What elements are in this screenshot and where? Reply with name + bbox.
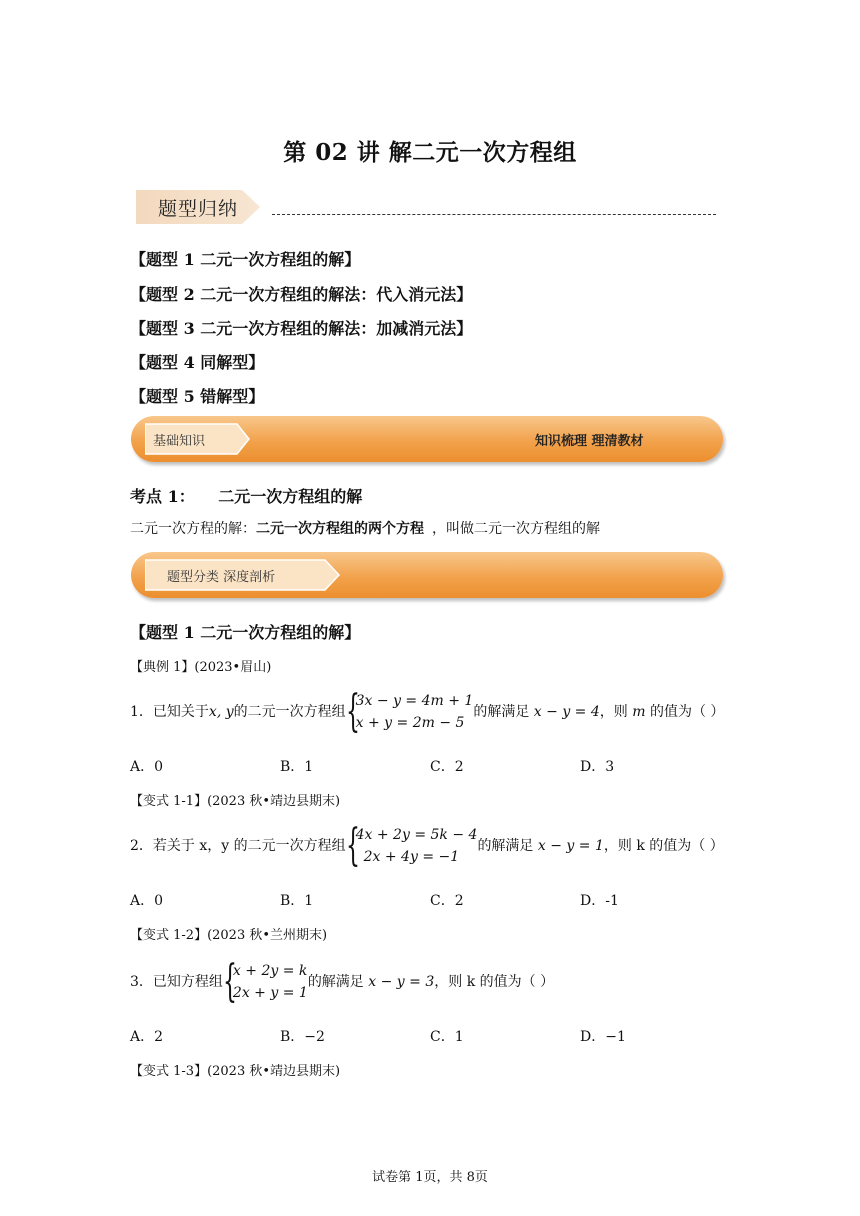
summary-tag-label: 题型归纳 bbox=[158, 198, 239, 220]
option-c[interactable]: C．2 bbox=[430, 759, 464, 775]
option-d[interactable]: D．−1 bbox=[580, 1029, 626, 1045]
example-label: 【变式 1-1】(2023 秋•靖边县期末) bbox=[130, 794, 341, 809]
kaodian-label: 考点 1： bbox=[130, 487, 195, 506]
section-bar-types bbox=[131, 552, 723, 598]
bar-right-label: 知识梳理 理清教材 bbox=[535, 434, 644, 449]
condition: x − y = 4 bbox=[533, 704, 600, 720]
definition-suffix: ，叫做二元一次方程组的解 bbox=[432, 521, 600, 537]
question-text: 的值为（ ） bbox=[649, 704, 725, 720]
category-item: 【题型 5 错解型】 bbox=[130, 387, 265, 406]
condition: x − y = 3 bbox=[368, 974, 435, 990]
question-2 bbox=[130, 820, 724, 871]
option-b[interactable]: B．1 bbox=[280, 759, 314, 775]
kaodian-title: 二元一次方程组的解 bbox=[218, 487, 363, 506]
section-heading: 【题型 1 二元一次方程组的解】 bbox=[130, 623, 361, 642]
question-text: 3．已知方程组 bbox=[130, 974, 223, 990]
option-c[interactable]: C．2 bbox=[430, 893, 464, 909]
equation-1: 4x + 2y = 5k − 4 bbox=[355, 827, 478, 843]
equation-1: 3x − y = 4m + 1 bbox=[355, 693, 474, 709]
example-label: 【典例 1】(2023•眉山) bbox=[130, 660, 272, 675]
example-label: 【变式 1-3】(2023 秋•靖边县期末) bbox=[130, 1064, 341, 1079]
option-a[interactable]: A．2 bbox=[130, 1029, 164, 1045]
bar-tab-label: 题型分类 深度剖析 bbox=[167, 570, 276, 585]
example-label: 【变式 1-2】(2023 秋•兰州期末) bbox=[130, 928, 328, 943]
question-text: 1．已知关于 bbox=[130, 704, 209, 720]
equation-2: 2x + y = 1 bbox=[232, 985, 308, 1001]
question-text: ，则 bbox=[599, 704, 628, 720]
kaodian-heading bbox=[130, 484, 362, 507]
category-item: 【题型 3 二元一次方程组的解法：加减消元法】 bbox=[130, 319, 473, 338]
math-var: m bbox=[632, 704, 646, 720]
question-text: ，则 k 的值为（ ） bbox=[603, 838, 724, 854]
definition-text bbox=[130, 518, 600, 538]
equation-2: 2x + 4y = −1 bbox=[363, 849, 460, 865]
definition-prefix: 二元一次方程的解： bbox=[130, 521, 256, 537]
equation-1: x + 2y = k bbox=[232, 963, 308, 979]
dashed-divider bbox=[272, 214, 716, 215]
option-a[interactable]: A．0 bbox=[130, 893, 164, 909]
question-text: ，则 k 的值为（ ） bbox=[434, 974, 555, 990]
question-text: 的解满足 bbox=[473, 704, 530, 720]
category-item: 【题型 2 二元一次方程组的解法：代入消元法】 bbox=[130, 285, 473, 304]
math-vars: x, y bbox=[208, 704, 234, 720]
question-3 bbox=[130, 956, 555, 1007]
question-text: 2．若关于 x，y 的二元一次方程组 bbox=[130, 838, 346, 854]
equation-system: { x + 2y = k 2x + y = 1 bbox=[222, 956, 308, 1007]
condition: x − y = 1 bbox=[537, 838, 604, 854]
question-text: 的二元一次方程组 bbox=[233, 704, 346, 720]
bar-tab-label: 基础知识 bbox=[153, 434, 206, 449]
option-d[interactable]: D．3 bbox=[580, 759, 615, 775]
option-a[interactable]: A．0 bbox=[130, 759, 164, 775]
question-text: 的解满足 bbox=[307, 974, 364, 990]
equation-system: { 3x − y = 4m + 1 x + y = 2m − 5 bbox=[345, 686, 474, 737]
page-title: 第 02 讲 解二元一次方程组 bbox=[283, 139, 577, 166]
category-item: 【题型 1 二元一次方程组的解】 bbox=[130, 250, 361, 269]
category-item: 【题型 4 同解型】 bbox=[130, 353, 265, 372]
question-1 bbox=[130, 686, 725, 737]
definition-bold: 二元一次方程组的两个方程 bbox=[256, 521, 424, 537]
option-b[interactable]: B．1 bbox=[280, 893, 314, 909]
option-c[interactable]: C．1 bbox=[430, 1029, 464, 1045]
section-bar-basic bbox=[131, 416, 723, 462]
option-b[interactable]: B．−2 bbox=[280, 1029, 325, 1045]
question-text: 的解满足 bbox=[477, 838, 534, 854]
equation-system: { 4x + 2y = 5k − 4 2x + 4y = −1 bbox=[345, 820, 478, 871]
option-d[interactable]: D．-1 bbox=[580, 893, 619, 909]
page-footer: 试卷第 1页，共 8页 bbox=[372, 1170, 488, 1185]
equation-2: x + y = 2m − 5 bbox=[355, 715, 465, 731]
